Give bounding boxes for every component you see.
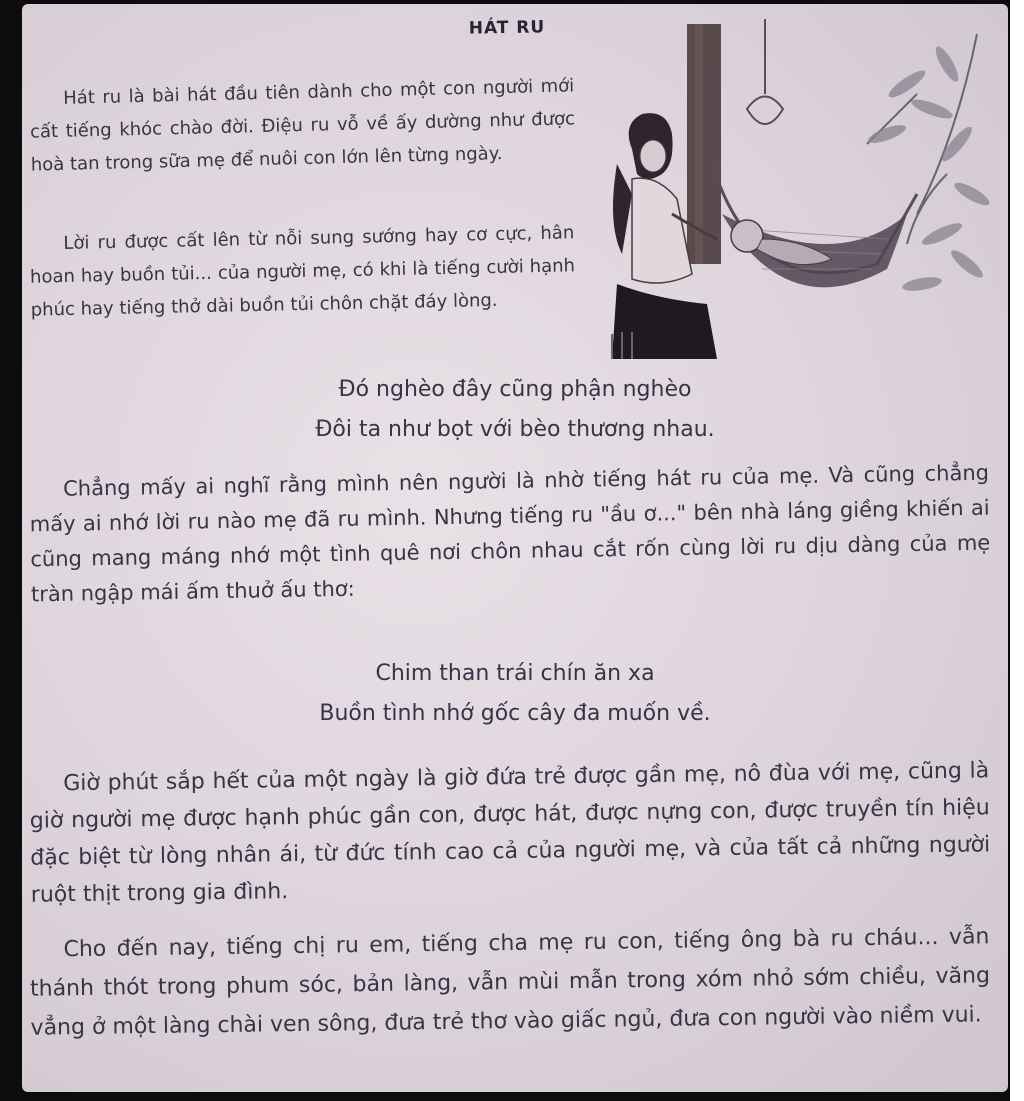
mother-rocking-baby-in-hammock-icon [587,14,992,364]
paragraph-1: Hát ru là bài hát đầu tiên dành cho một con người mới cất tiếng khóc chào đời. Điệu ru vỗ về ấy dường như được hoà tan trong sữa mẹ để nuôi con lớn lên từng ngày. [29,75,576,176]
paragraph-2: Lời ru được cất lên từ nỗi sung sướng hay cơ cực, hân hoan hay buồn tủi... của người mẹ, có khi là tiếng cười hạnh phúc hay tiếng thở dài buồn tủi chôn chặt đáy lòng. [29,222,576,321]
verse-2 [22,654,1008,734]
verse-2-line-1: Chim than trái chín ăn xa [375,661,655,686]
page-title: HÁT RU [468,17,546,39]
paragraph-4: Giờ phút sắp hết của một ngày là giờ đứa trẻ được gần mẹ, nô đùa với mẹ, cũng là giờ người mẹ được hạnh phúc gần con, được hát, được nựng con, được truyền tín hiệu đặc biệt từ lòng nhân ái, từ đức tính cao cả của người mẹ, và của tất cả những người ruột thịt trong gia đình. [29,758,991,908]
verse-2-line-2: Buồn tình nhớ gốc cây đa muốn về. [319,701,711,726]
verse-1-line-1: Đó nghèo đây cũng phận nghèo [338,377,692,402]
verse-1-line-2: Đôi ta như bọt với bèo thương nhau. [315,417,715,442]
paragraph-3: Chẳng mấy ai nghĩ rằng mình nên người là nhờ tiếng hát ru của mẹ. Và cũng chẳng mấy ai nhớ lời ru nào mẹ đã ru mình. Nhưng tiếng ru "ầu ơ..." bên nhà láng giềng khiến ai cũng mang máng nhớ một tình quê nơi chôn nhau cắt rốn cùng lời ru dịu dàng của mẹ tràn ngập mái ấm thuở ấu thơ: [29,460,991,607]
book-page [22,4,1008,1092]
verse-1 [22,370,1008,450]
paragraph-5: Cho đến nay, tiếng chị ru em, tiếng cha mẹ ru con, tiếng ông bà ru cháu... vẫn thánh thót trong phum sóc, bản làng, vẫn mùi mẫn trong xóm nhỏ sớm chiều, văng vẳng ở một làng chài ven sông, đưa trẻ thơ vào giấc ngủ, đưa con người vào niềm vui. [29,924,991,1041]
right-edge-border [1010,0,1024,1101]
